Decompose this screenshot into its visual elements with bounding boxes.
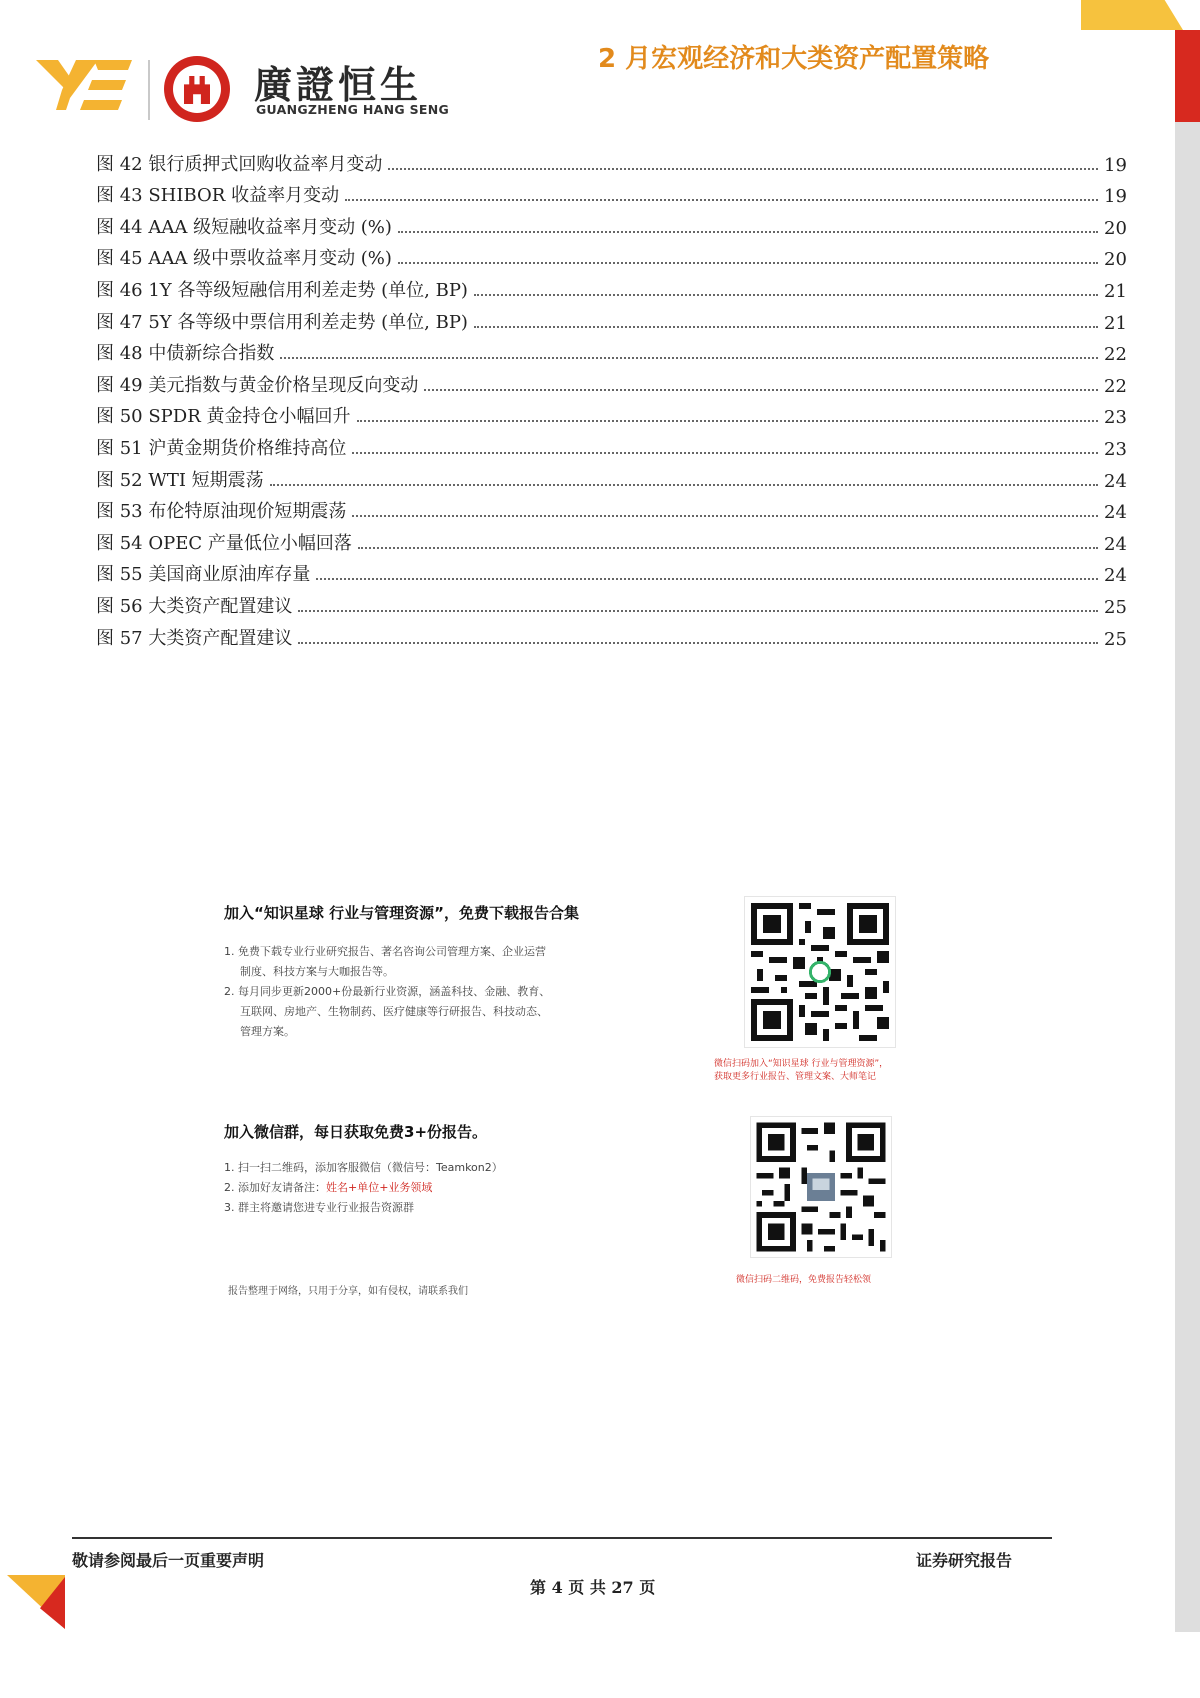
- toc-label: 图 49 美元指数与黄金价格呈现反向变动: [96, 374, 419, 396]
- toc-page: 24: [1104, 470, 1127, 492]
- toc-page: 21: [1104, 280, 1127, 302]
- toc-page: 25: [1104, 628, 1127, 650]
- page-number: 第 4 页 共 27 页: [530, 1578, 656, 1597]
- edge-accent-red: [1175, 30, 1200, 122]
- brand-seal-icon: [164, 56, 230, 122]
- brand-name-cn: 廣證恒生: [254, 63, 423, 107]
- promo-text: 1. 免费下载专业行业研究报告、著名咨询公司管理方案、企业运营: [224, 945, 546, 958]
- toc-leader-dots: [352, 452, 1098, 454]
- toc-row[interactable]: [96, 460, 1126, 492]
- toc-label: 图 52 WTI 短期震荡: [96, 469, 264, 491]
- toc-label: 图 43 SHIBOR 收益率月变动: [96, 185, 340, 207]
- qr-caption: 获取更多行业报告、管理文案、大师笔记: [714, 1072, 877, 1082]
- toc-row[interactable]: [96, 302, 1126, 334]
- promo-text: [224, 1178, 432, 1198]
- promo-text-highlight: 姓名+单位+业务领域: [326, 1181, 433, 1194]
- toc-label: 图 51 沪黄金期货价格维持高位: [96, 437, 347, 459]
- toc-leader-dots: [474, 294, 1098, 296]
- footer-divider: [72, 1537, 1052, 1539]
- toc-label: 图 45 AAA 级中票收益率月变动 (%): [96, 248, 392, 270]
- toc-page: 20: [1104, 249, 1127, 271]
- toc-label: 图 42 银行质押式回购收益率月变动: [96, 153, 383, 175]
- toc-label: 图 55 美国商业原油库存量: [96, 564, 311, 586]
- toc-leader-dots: [352, 515, 1098, 517]
- toc-leader-dots: [398, 231, 1098, 233]
- toc-label: 图 48 中债新综合指数: [96, 343, 275, 365]
- toc-page: 19: [1104, 186, 1127, 208]
- toc-leader-dots: [358, 547, 1098, 549]
- toc-leader-dots: [388, 168, 1098, 170]
- toc-page: 20: [1104, 217, 1127, 239]
- toc-page: 22: [1104, 375, 1127, 397]
- toc-leader-dots: [316, 578, 1098, 580]
- promo-text: 管理方案。: [240, 1025, 295, 1038]
- toc-page: 21: [1104, 312, 1127, 334]
- toc-leader-dots: [280, 357, 1098, 359]
- toc-page: 19: [1104, 154, 1127, 176]
- promo-text: 互联网、房地产、生物制药、医疗健康等行研报告、科技动态、: [240, 1005, 548, 1018]
- toc-leader-dots: [298, 610, 1098, 612]
- toc-leader-dots: [298, 642, 1098, 644]
- toc-row[interactable]: [96, 144, 1126, 176]
- toc-label: 图 53 布伦特原油现价短期震荡: [96, 501, 347, 523]
- toc-row[interactable]: [96, 397, 1126, 429]
- toc-row[interactable]: [96, 176, 1126, 208]
- toc-row[interactable]: [96, 365, 1126, 397]
- toc-page: 23: [1104, 438, 1127, 460]
- footer-disclaimer-note: 敬请参阅最后一页重要声明: [72, 1551, 265, 1570]
- footer-report-type: 证券研究报告: [916, 1551, 1013, 1570]
- toc-label: 图 57 大类资产配置建议: [96, 627, 293, 649]
- toc-leader-dots: [474, 326, 1098, 328]
- toc-page: 22: [1104, 344, 1127, 366]
- toc-label: 图 47 5Y 各等级中票信用利差走势 (单位, BP): [96, 311, 468, 333]
- toc-leader-dots: [345, 199, 1098, 201]
- toc-row[interactable]: [96, 428, 1126, 460]
- logo-divider: [148, 60, 150, 120]
- toc-leader-dots: [270, 484, 1098, 486]
- promo-heading-zsxq: 加入“知识星球 行业与管理资源”，免费下载报告合集: [224, 904, 579, 922]
- toc-row[interactable]: [96, 270, 1126, 302]
- edge-bar-grey: [1175, 122, 1200, 1632]
- brand-name-en: GUANGZHENG HANG SENG: [256, 102, 450, 117]
- toc-leader-dots: [424, 389, 1098, 391]
- toc-label: 图 44 AAA 级短融收益率月变动 (%): [96, 216, 392, 238]
- toc-row[interactable]: [96, 586, 1126, 618]
- toc-row[interactable]: [96, 239, 1126, 271]
- promo-heading-wechat: 加入微信群，每日获取免费3+份报告。: [224, 1123, 488, 1141]
- toc-leader-dots: [398, 262, 1098, 264]
- toc-leader-dots: [357, 420, 1099, 422]
- toc-row[interactable]: [96, 618, 1126, 650]
- qr-caption: 微信扫码加入“知识星球 行业与管理资源”，: [714, 1059, 889, 1069]
- qr-caption: 微信扫码二维码，免费报告轻松领: [736, 1275, 872, 1285]
- toc-row[interactable]: [96, 334, 1126, 366]
- toc-label: 图 50 SPDR 黄金持仓小幅回升: [96, 406, 351, 428]
- promo-text: 制度、科技方案与大咖报告等。: [240, 965, 394, 978]
- promo-text-prefix: 2. 添加好友请备注：: [224, 1181, 326, 1194]
- promo-text: 1. 扫一扫二维码，添加客服微信（微信号：Teamkon2）: [224, 1161, 503, 1174]
- toc-row[interactable]: [96, 492, 1126, 524]
- ye-logo-icon: [36, 58, 132, 112]
- toc-row[interactable]: [96, 555, 1126, 587]
- toc-label: 图 56 大类资产配置建议: [96, 595, 293, 617]
- qr-code-wechat-icon[interactable]: [750, 1116, 892, 1258]
- toc-row[interactable]: [96, 523, 1126, 555]
- promo-text: 3. 群主将邀请您进专业行业报告资源群: [224, 1201, 414, 1214]
- toc-label: 图 54 OPEC 产量低位小幅回落: [96, 532, 352, 554]
- corner-accent-yellow: [1081, 0, 1183, 30]
- toc-page: 25: [1104, 596, 1127, 618]
- toc-page: 23: [1104, 407, 1127, 429]
- disclaimer-text: 报告整理于网络，只用于分享，如有侵权，请联系我们: [228, 1286, 468, 1297]
- toc-row[interactable]: [96, 207, 1126, 239]
- toc-page: 24: [1104, 565, 1127, 587]
- promo-text: 2. 每月同步更新2000+份最新行业资源，涵盖科技、金融、教育、: [224, 985, 551, 998]
- qr-code-zsxq-icon[interactable]: [744, 896, 896, 1048]
- toc-label: 图 46 1Y 各等级短融信用利差走势 (单位, BP): [96, 279, 468, 301]
- toc-page: 24: [1104, 502, 1127, 524]
- figure-list: [96, 144, 1126, 650]
- report-title: 2 月宏观经济和大类资产配置策略: [598, 44, 990, 74]
- toc-page: 24: [1104, 533, 1127, 555]
